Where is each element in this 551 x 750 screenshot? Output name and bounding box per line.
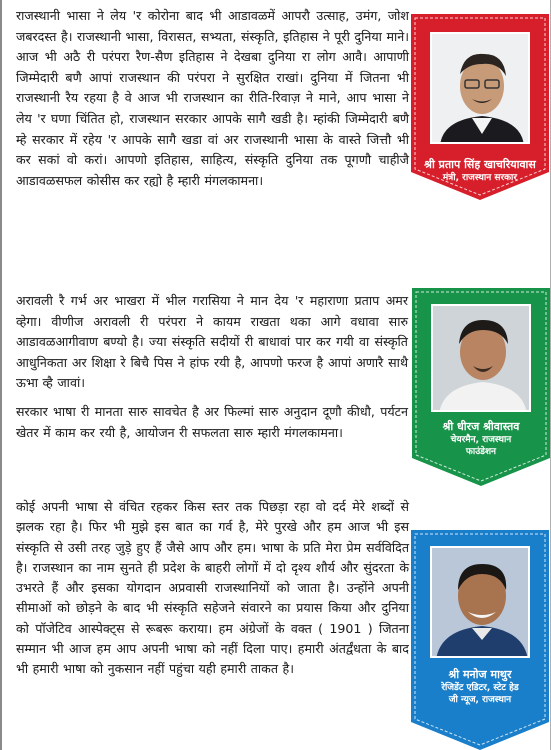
message-text-3 — [16, 497, 409, 680]
person-role-line-2: फाउंडेशन — [465, 447, 497, 457]
person-role-line-2: जी न्यूज, राजस्थान — [448, 695, 512, 705]
message-paragraph: राजस्थानी भासा ने लेय 'र कोरोना बाद भी आडावळमें आपरौ उत्साह, उमंग, जोश जबरदस्त है। राजस्थानी भासा, विरासत, सभ्यता, संस्कृति, इतिहास ने पूरी दुनिया माने। आज भी अठै री परंपरा रैण-सैण इतिहास ने देखबा दुनिया रा लोग आवै। आपाणी जिम्मेदारी बणै आपां राजस्थान की परंपरा ने सुरक्षित राखां। दुनिया में जितना भी राजस्थानी रैय रहया है वे आज भी राजस्थान का रीति-रिवाज़ ने माने, आप भासा ने लेय 'र घणा चिंतित हो, राजस्थान सरकार आपके सागै खडी है। म्हांकी जिम्मेदारी बणै म्हे सरकार में रहेय 'र आपके सागै खडा वां अर राजस्थानी भासा के वास्ते जित्तौ भी कर सकां वो करां। आपणो इतिहास, साहित्य, संस्कृति दुनिया तक पूगणौ चाहीजै आडावळसफल कोसीस कर रह्यो है म्हारी मंगलकामना। — [16, 8, 409, 188]
message-text-2 — [16, 291, 408, 443]
profile-badge-1 — [411, 14, 549, 200]
person-name: श्री धीरज श्रीवास्तव — [442, 420, 520, 433]
portrait-photo — [431, 304, 531, 412]
message-paragraph: अरावली रै गर्भ अर भाखरा में भील गरासिया ने मान देय 'र महाराणा प्रताप अमर व्हेगा। वीणीज अरावली री परंपरा ने कायम राखता थका आगे वधावा सारु आडावळआगीवाण बण्यो है। ज्या संस्कृति सदीयों री बाधावां पार कर गयी वा संस्कृति आधुनिकता अर शिक्षा रे बिचै पिस ने हांफ रयी है, आपणो फरज है आपां अणारै साथै ऊभा व्है जावां। — [16, 293, 408, 391]
person-name: श्री प्रताप सिंह खाचरियावास — [424, 158, 536, 171]
portrait-photo — [430, 546, 530, 658]
message-text-1 — [16, 6, 409, 191]
profile-badge-2 — [412, 288, 550, 486]
person-name: श्री मनोज माथुर — [448, 668, 512, 681]
badge-caption — [411, 158, 549, 184]
badge-caption — [412, 420, 550, 458]
message-paragraph: सरकार भाषा री मानता सारु सावचेत है अर फिल्मां सारु अनुदान दूणौ कीधौ, पर्यटन खेतर में काम कर रयी है, आयोजन री सफलता सारु म्हारी मंगलकामना। — [16, 403, 408, 440]
profile-badge-3 — [411, 530, 549, 750]
person-role-line-1: रेजिडेंट एडिटर, स्टेट हेड — [441, 683, 519, 693]
person-role-line-1: चेयरमैन, राजस्थान — [450, 435, 512, 445]
message-paragraph: कोई अपनी भाषा से वंचित रहकर किस स्तर तक पिछड़ा रहा वो दर्द मेरे शब्दों से झलक रहा है। फिर भी मुझे इस बात का गर्व है, मेरे पुरखे और हम आज भी इस संस्कृति से उसी तरह जुड़े हुए हैं जैसे आप और हम। भाषा के प्रति मेरा प्रेम सर्वविदित है। राजस्थान का नाम सुनते ही प्रदेश के बाहरी लोगों में दो दृश्य शौर्य और सुंदरता के उभरते हैं और इसका योगदान अप्रवासी राजस्थानियों को जाता है। उन्होंने अपनी सीमाओं को छोड़ने के बाद भी संस्कृति सहेजने संवारने का प्रयास किया और दुनिया को पॉजेटिव आस्पेक्ट्स से रूबरू कराया। हम अंग्रेजों के वक्त ( 1901 ) जितना सम्मान भी आज हम आप अपनी भाषा को नहीं दिला पाए। हमारी अंतर्द्वंधता के बाद भी हमारी भाषा को नुकसान नहीं पहुंचा यही हमारी ताकत है। — [16, 499, 409, 677]
person-role: मंत्री, राजस्थान सरकार — [442, 173, 518, 183]
badge-caption — [411, 668, 549, 706]
portrait-photo — [430, 32, 530, 144]
